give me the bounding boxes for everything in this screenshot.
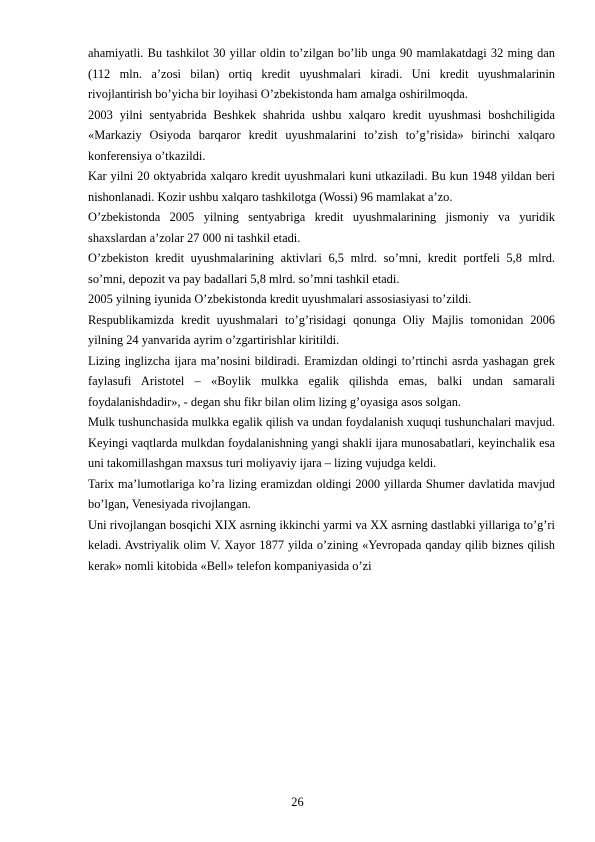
paragraph-8: Lizing inglizcha ijara ma’nosini bildiradi. Eramizdan oldingi to’rtinchi asrda yashagan grek faylasufi Aristotel – «Boylik mulkka egalik qilishda emas, balki undan samarali foydalanishdadir», - degan shu fikr bilan olim lizing g’oyasiga asos solgan. [88,353,555,409]
paragraph-11: Uni rivojlangan bosqichi XIX asrning ikkinchi yarmi va XX asrning dastlabki yillariga to’g’ri keladi. Avstriyalik olim V. Xayor 1877 yilda o’zining «Yevropada qanday qilib biznes qilish kerak» nomli kitobida «Bell» telefon kompaniyasida o’zi [88,517,555,573]
paragraph-3: Kar yilni 20 oktyabrida xalqaro kredit uyushmalari kuni utkaziladi. Bu kun 1948 yildan beri nishonlanadi. Kozir ushbu xalqaro tashkilotga (Wossi) 96 mamlakat a’zo. [88,169,555,204]
page-number: 26 [291,795,304,809]
body-text [88,43,555,576]
paragraph-2: 2003 yilni sentyabrida Beshkek shahrida ushbu xalqaro kredit uyushmasi boshchiligida «Markaziy Osiyoda barqaror kredit uyushmalarini to’zish to’g’risida» birinchi xalqaro konferensiya o’tkazildi. [88,107,555,163]
paragraph-10: Tarix ma’lumotlariga ko’ra lizing eramizdan oldingi 2000 yillarda Shumer davlatida mavjud bo’lgan, Venesiyada rivojlangan. [88,476,555,511]
paragraph-7: Respublikamizda kredit uyushmalari to’g’risidagi qonunga Oliy Majlis tomonidan 2006 yilning 24 yanvarida ayrim o’zgartirishlar kiritildi. [88,312,555,347]
paragraph-9: Mulk tushunchasida mulkka egalik qilish va undan foydalanish xuquqi tushunchalari mavjud. Keyingi vaqtlarda mulkdan foydalanishning yangi shakli ijara munosabatlari, keyinchalik esa uni takomillashgan maxsus turi moliyaviy ijara – lizing vujudga keldi. [88,415,555,470]
paragraph-4: O’zbekistonda 2005 yilning sentyabriga kredit uyushmalarining jismoniy va yuridik shaxslardan a’zolar 27 000 ni tashkil etadi. [88,210,555,245]
paragraph-6: 2005 yilning iyunida O’zbekistonda kredit uyushmalari assosiasiyasi to’zildi. [88,292,472,306]
paragraph-1: ahamiyatli. Bu tashkilot 30 yillar oldin to’zilgan bo’lib unga 90 mamlakatdagi 32 ming dan (112 mln. a’zosi bilan) ortiq kredit uyushmalari kiradi. Uni kredit uyushmalarinin rivojlantirish bo’yicha bir loyihasi O’zbekistonda ham amalga oshirilmoqda. [88,46,555,101]
paragraph-5: O’zbekiston kredit uyushmalarining aktivlari 6,5 mlrd. so’mni, kredit portfeli 5,8 mlrd. so’mni, depozit va pay badallari 5,8 mlrd. so’mni tashkil etadi. [88,251,555,286]
